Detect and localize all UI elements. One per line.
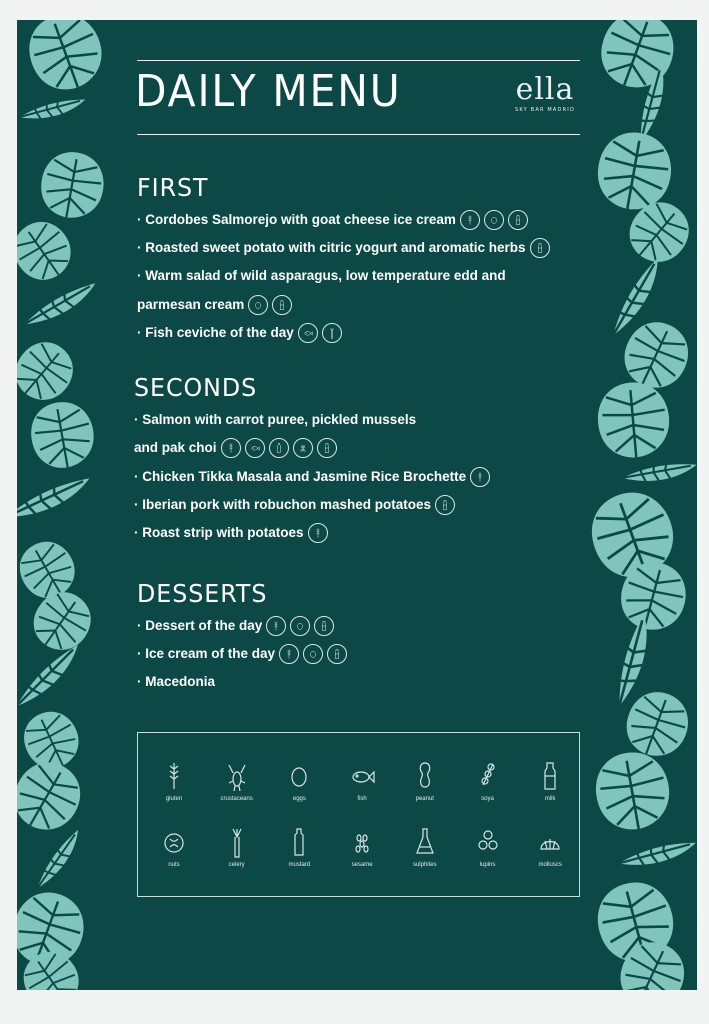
legend-item-gluten (142, 759, 206, 802)
legend-label: celery (228, 862, 245, 868)
legend-item-eggs (267, 759, 331, 802)
section-title-desserts: DESSERTS (137, 579, 268, 608)
legend-item-sesame (330, 825, 394, 868)
sesame-icon (293, 438, 313, 458)
item-text: · Dessert of the day (137, 618, 263, 633)
menu-item (137, 644, 347, 664)
left-leaf-border (17, 20, 127, 990)
gluten-icon (266, 616, 286, 636)
menu-item (137, 210, 528, 230)
item-text: and pak choi (134, 440, 217, 455)
soya-icon (475, 759, 501, 793)
legend-item-nuts (142, 825, 206, 868)
gluten-icon (460, 210, 480, 230)
brand-name: ella (515, 72, 575, 107)
gluten-icon (470, 467, 490, 487)
legend-item-crustaceans (205, 759, 269, 802)
celery-icon (224, 825, 250, 859)
legend-label: soya (481, 796, 494, 802)
milk-icon (327, 644, 347, 664)
lupins-icon (475, 825, 501, 859)
legend-label: sesame (351, 862, 373, 868)
legend-label: eggs (292, 796, 306, 802)
milk-icon (537, 759, 563, 793)
right-leaf-border (577, 20, 697, 990)
legend-item-soya (456, 759, 520, 802)
gluten-icon (161, 759, 187, 793)
leaf-decoration (17, 262, 103, 350)
milk-icon (314, 616, 334, 636)
milk-icon (272, 295, 292, 315)
legend-label: nuts (168, 862, 180, 868)
menu-item (134, 495, 455, 515)
item-text: · Salmon with carrot puree, pickled mussels (134, 412, 417, 427)
menu-item (134, 410, 416, 430)
peanut-icon (412, 759, 438, 793)
nuts-icon (161, 825, 187, 859)
legend-item-lupins (456, 825, 520, 868)
sulphites-icon (412, 825, 438, 859)
menu-item (137, 672, 215, 692)
menu-item (137, 266, 506, 286)
gluten-icon (221, 438, 241, 458)
legend-label: crustaceans (220, 796, 253, 802)
legend-item-fish (330, 759, 394, 802)
menu-item (137, 238, 550, 258)
legend-label: gluten (165, 796, 183, 802)
item-text: · Roasted sweet potato with citric yogurt and aromatic herbs (137, 240, 526, 255)
menu-item (137, 323, 342, 343)
menu-item-continued (134, 438, 337, 458)
legend-item-molluscs (518, 825, 582, 868)
eggs-icon (484, 210, 504, 230)
eggs-icon (303, 644, 323, 664)
legend-label: mustard (288, 862, 311, 868)
eggs-icon (248, 295, 268, 315)
item-text: parmesan cream (137, 297, 245, 312)
milk-icon (508, 210, 528, 230)
item-text: · Iberian pork with robuchon mashed potatoes (134, 497, 432, 512)
fish-icon (298, 323, 318, 343)
item-text: · Macedonia (137, 674, 216, 689)
legend-label: peanut (415, 796, 434, 802)
milk-icon (530, 238, 550, 258)
legend-label: lupins (479, 862, 496, 868)
mustard-icon (269, 438, 289, 458)
milk-icon (435, 495, 455, 515)
legend-label: fish (357, 796, 367, 802)
molluscs-icon (537, 825, 563, 859)
menu-title: DAILY MENU (135, 66, 402, 117)
item-text: · Fish ceviche of the day (137, 325, 294, 340)
mustard-icon (286, 825, 312, 859)
sesame-icon (349, 825, 375, 859)
crustaceans-icon (224, 759, 250, 793)
legend-item-milk (518, 759, 582, 802)
menu-item-continued (137, 295, 292, 315)
milk-icon (317, 438, 337, 458)
fish-icon (245, 438, 265, 458)
gluten-icon (308, 523, 328, 543)
eggs-icon (286, 759, 312, 793)
legend-item-celery (205, 825, 269, 868)
legend-item-peanut (393, 759, 457, 802)
leaf-decoration (17, 640, 85, 716)
menu-item (134, 523, 328, 543)
item-text: · Roast strip with potatoes (134, 525, 304, 540)
section-title-seconds: SECONDS (134, 373, 258, 402)
menu-item (137, 616, 334, 636)
celery-icon (322, 323, 342, 343)
item-text: · Warm salad of wild asparagus, low temperature edd and (137, 268, 506, 283)
item-text: · Cordobes Salmorejo with goat cheese ice cream (137, 212, 456, 227)
eggs-icon (290, 616, 310, 636)
legend-item-mustard (267, 825, 331, 868)
menu-item (134, 467, 490, 487)
allergen-legend (137, 732, 580, 897)
menu-card (17, 20, 697, 990)
legend-item-sulphites (393, 825, 457, 868)
fish-icon (349, 759, 375, 793)
legend-label: milk (544, 796, 556, 802)
item-text: · Chicken Tikka Masala and Jasmine Rice Brochette (134, 469, 467, 484)
legend-label: sulphites (412, 862, 437, 868)
brand-logo (505, 72, 585, 113)
gluten-icon (279, 644, 299, 664)
top-rule (137, 60, 580, 61)
brand-tagline: SKY BAR MADRID (514, 107, 575, 113)
title-rule (137, 134, 580, 135)
section-title-first: FIRST (137, 173, 209, 202)
item-text: · Ice cream of the day (137, 646, 276, 661)
legend-label: molluscs (538, 862, 562, 868)
